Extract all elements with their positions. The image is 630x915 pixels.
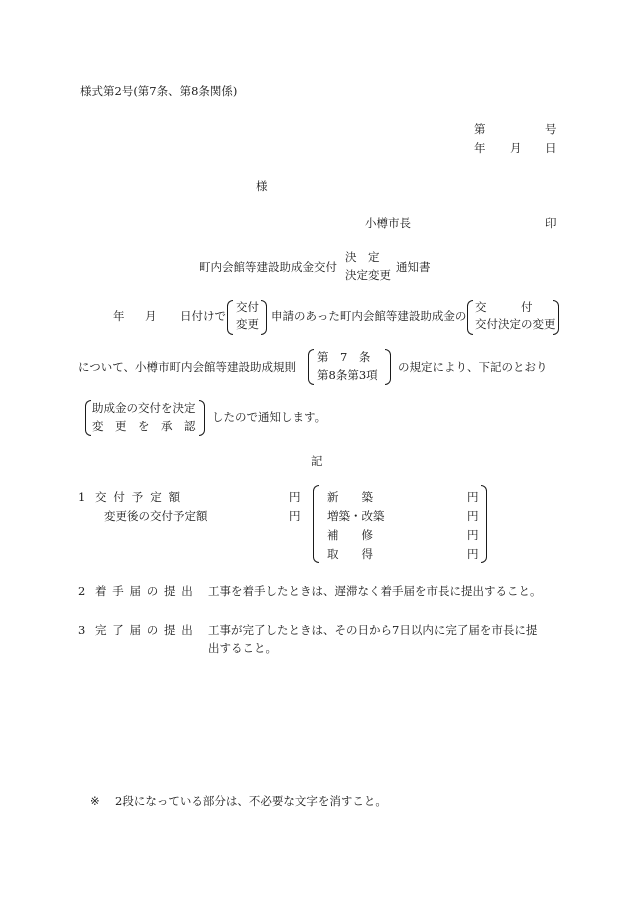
body-line3-suffix: したので通知します。: [212, 410, 327, 424]
item1-label2: 変更後の交付予定額: [104, 509, 208, 523]
breakdown-new: 新 築: [327, 490, 373, 504]
ki-heading: 記: [311, 454, 323, 468]
body-month: 月: [145, 309, 157, 323]
body-line2-suffix: の規定により、下記のとおり: [398, 360, 548, 374]
breakdown-acquire: 取 得: [327, 547, 373, 561]
note-text: 2段になっている部分は、不必要な文字を消すこと。: [115, 794, 387, 808]
item1-yen2: 円: [289, 509, 301, 523]
body-year: 年: [113, 309, 125, 323]
item2-text: 工事を着手したときは、遅滞なく着手届を市長に提出すること。: [208, 584, 542, 598]
breakdown-extend: 増築・改築: [327, 509, 385, 523]
title-option-2: 決定変更: [345, 268, 391, 282]
breakdown-new-yen: 円: [467, 490, 479, 504]
item1-label: 交付予定額: [95, 490, 187, 504]
rule-article-7: 第 7 条: [317, 350, 371, 364]
breakdown-repair: 補 修: [327, 528, 373, 542]
title-suffix: 通知書: [396, 260, 431, 274]
body-option-kettei-henko: 交付決定の変更: [475, 317, 556, 331]
breakdown-acquire-yen: 円: [467, 547, 479, 561]
body-line2-prefix: について、小樽市町内会館等建設助成規則: [78, 360, 297, 374]
breakdown-repair-yen: 円: [467, 528, 479, 542]
body-option-approve: 変 更 を 承 認: [92, 419, 196, 433]
note-mark: ※: [90, 794, 100, 808]
bracket-right: [385, 349, 391, 385]
item3-label: 完了届の提出: [95, 623, 199, 637]
breakdown-bracket-right: [481, 485, 487, 563]
bracket-left: [308, 349, 314, 385]
item1-yen: 円: [289, 490, 301, 504]
item3-text-2: 出すること。: [208, 641, 277, 655]
body-option-kofu2: 交 付: [475, 300, 533, 314]
addressee-sama: 様: [256, 179, 268, 193]
ref-number-go: 号: [545, 122, 557, 136]
ref-number-dai: 第: [474, 122, 486, 136]
body-mid-text: 申請のあった町内会館等建設助成金の: [271, 309, 467, 323]
item2-number: 2: [78, 584, 86, 598]
item1-number: 1: [78, 490, 86, 504]
bracket-left: [85, 400, 91, 436]
title-option-1: 決 定: [345, 250, 380, 264]
bracket-left: [467, 300, 473, 335]
rule-article-8-3: 第8条第3項: [317, 368, 378, 382]
bracket-right: [261, 300, 267, 335]
item2-label: 着手届の提出: [95, 584, 199, 598]
title-prefix: 町内会館等建設助成金交付: [199, 260, 337, 274]
body-option-kofu: 交付: [236, 300, 259, 314]
form-label: 様式第2号(第7条、第8条関係): [80, 84, 238, 98]
breakdown-extend-yen: 円: [467, 509, 479, 523]
date-day: 日: [545, 141, 557, 155]
seal-mark: 印: [545, 216, 557, 230]
item3-text-1: 工事が完了したときは、その日から7日以内に完了届を市長に提: [208, 623, 538, 637]
bracket-right: [553, 300, 559, 335]
sender-name: 小樽市長: [365, 216, 411, 230]
bracket-right: [199, 400, 205, 436]
body-day-suffix: 日付けで: [180, 309, 226, 323]
date-year: 年: [474, 141, 486, 155]
body-option-decide: 助成金の交付を決定: [92, 401, 196, 415]
breakdown-bracket-left: [313, 485, 319, 563]
body-option-henko: 変更: [236, 317, 259, 331]
bracket-left: [227, 300, 233, 335]
date-month: 月: [510, 141, 522, 155]
item3-number: 3: [78, 623, 86, 637]
